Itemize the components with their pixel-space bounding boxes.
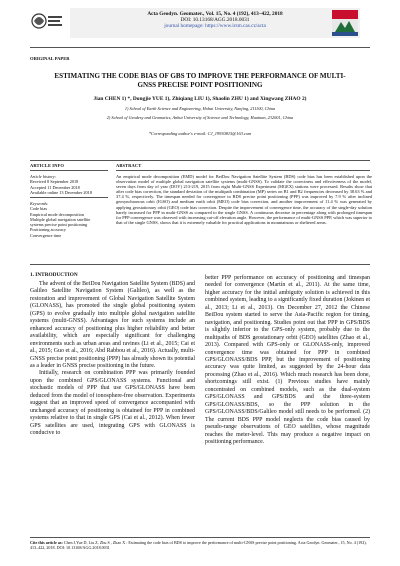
abstract-sub-rule <box>116 170 370 171</box>
journal-header <box>70 8 360 38</box>
history-received: Received 8 September 2018 <box>30 179 79 185</box>
title-line-2: GNSS PRECISE POINT POSITIONING <box>137 80 263 89</box>
journal-line: Acta Geodyn. Geomater., Vol. 15, No. 4 (192), 413–422, 2018 <box>147 11 283 17</box>
author-list: Jian CHEN 1) *, Dongjie YUE 1), Zhiqiang LIU 1), Shaolin ZHU 1) and Xingwang ZHAO 2) <box>93 96 307 102</box>
keyword-item: Multiple global navigation satellite <box>30 216 91 222</box>
keywords-rule <box>30 197 108 198</box>
keywords-block <box>30 201 114 238</box>
abstract-heading: ABSTRACT <box>116 163 142 168</box>
paper-title <box>40 72 360 89</box>
keyword-item: Code bias <box>30 206 48 212</box>
citation-label: Cite this article as: <box>30 540 63 545</box>
affiliation-2: 2) School of Geodesy and Geomatics, Anhui University of Science and Technology, Huainan, 232001, China <box>106 115 294 120</box>
citation-text: Chen J,Yue D, Liu Z, Zhu S , Zhao X : Estimating the code bias of BDS to improve the performance of multi-GNSS precise point positioning. Acta Geodyn. Geomater., 15, No. 4 (192), 413–422, 2018. DOI: 10.13168/AGG.2018.0031 <box>30 540 367 550</box>
history-accepted: Accepted 11 December 2018 <box>30 184 80 190</box>
abstract-bottom-rule <box>30 264 370 265</box>
journal-logo-icon <box>332 10 358 36</box>
keyword-item: systems precise point positioning <box>30 222 88 228</box>
institute-logo-icon <box>30 8 64 34</box>
keywords-label: Keywords: <box>30 201 49 206</box>
title-line-1: ESTIMATING THE CODE BIAS OF GBS TO IMPROVE THE PERFORMANCE OF MULTI- <box>54 72 346 80</box>
corresponding-author: *Corresponding author's e-mail: CJ_19930815@163.com <box>148 131 252 136</box>
paragraph: The advent of the BeiDou Navigation Satellite System (BDS) and Galileo Satellite Navigation System (Galileo), as well as the restoration and improvement of Global Navigation Satellite System (GLONASS), has promoted the single global positioning system (GPS) to evolve gradually into multiple global navigation satellite systems (multi-GNSS). Advantages for such systems include an enhanced accuracy of positioning plus higher reliability and better availability, which are especially significant for challenging environments such as urban areas and ravines (Li et al., 2015; Cai et al., 2015; Guo et al., 2016; Abd Rabbou et al., 2016). Actually, multi-GNSS precise point positioning (PPP) has already shown its potential as a leader in GNSS precise positioning in the future. <box>30 281 195 369</box>
introduction-heading: 1. INTRODUCTION <box>30 272 78 278</box>
keyword-item: Empirical mode decomposition <box>30 211 84 217</box>
section-label: ORIGINAL PAPER <box>30 56 70 61</box>
citation-block <box>30 540 370 550</box>
abstract-text: An empirical mode decomposition (EMD) model for BeiDou Navigation Satellite System (BDS) code bias has been established upon the observation model of multiple global navigation satellite systems (multi-GNSS). To validate the correctness and effectiveness of the model, seven days from day of year (DOY) 213-219, 2015 from eight Multi-GNSS Experiment (MGEX) stations were processed. Results show that after code bias correction, the standard deviation of the multipath combination (MP) series on B1 and B2 frequencies decreased by 38.63 % and 37.4 %, respectively. The timespan needed for convergence in BDS precise point positioning (PPP) was improved by 7.9 % after inclined geosynchronous orbit (IGSO) and medium earth orbit (MEO) code bias correction, and another improvement of 11.4 % was generated by applying geostationary orbit (GEO) code bias correction. Despite the improvement of convergence time, the accuracy of the single-day solution barely increased for PPP in multi-GNSS as compared to the single GNSS. A continuous decrease in percentage along with prolonged timespan for PPP convergence was observed with increasing cut-off elevation angle. However, the performance of multi-GNSS PPP, which was superior to that of the single GNSS, shows that it is extremely valuable for practical applications in mountainous or sheltered areas. <box>116 174 372 225</box>
keyword-item: Convergence time <box>30 232 62 238</box>
paragraph: Initially, research on combination PPP was primarily founded upon the combined GPS/GLONASS systems. Functional and stochastic models of PPP that use GPS/GLONASS have been deduced from the model of ionosphere-free observation. Experiments suggest that an improved speed of convergence accompanied with unchanged accuracy of positioning is obtained for PPP in combined systems relative to that in single GPS (Cai et al., 2012). When fewer GPS satellites are used, integrating GPS with GLONASS is conducive to <box>30 370 195 437</box>
keyword-item: Positioning accuracy <box>30 227 66 233</box>
article-info-heading: ARTICLE INFO <box>30 163 64 168</box>
history-label: Article history: <box>30 174 57 179</box>
journal-homepage-link[interactable]: journal homepage: https://www.irsm.cas.cz/acta <box>164 23 266 30</box>
info-top-rule <box>30 160 370 161</box>
info-sub-rule <box>30 170 108 171</box>
paragraph: better PPP performance on accuracy of positioning and timespan needed for convergence (Martín et al., 2011). At the same time, higher accuracy for the initial ambiguity solution is achieved in this combined system, leading to a significantly fixed duration (Jokinen et al., 2013; Li et al., 2013). On December 27, 2012 the Chinese BeiDou system started to serve the Asia-Pacific region for timing, navigation, and positioning. Studies point out that PPP in GPS/BDS is slightly inferior to the GPS-only system, probably due to the multipaths of BDS geostationary orbit (GEO) satellites (Zhao et al., 2013). Compared with GPS-only or GLONASS-only, improved convergence time was obtained for PPP in combined GPS/GLONASS/BDS PPP, but the improvement of positioning accuracy was quite limited, as suggested by the 24-hour data processing (Zhao et al., 2016). Which much research has been done, shortcomings still exist. (1) Previous studies have mainly concentrated on combined models, such as the dual-system GPS/GLONASS and GPS/BDS and the three-system GPS/GLONASS/BDS, so the PPP solution in the GPS/GLONASS/BDS/Galileo model still needs to be performed. (2) The current BDS PPP model neglects the code bias caused by pseudo-range observations of GEO satellites, whose magnitude reaches the meter-level. This may produce a negative impact on positioning performance. <box>205 275 370 445</box>
article-history <box>30 174 112 195</box>
header-divider <box>30 47 370 48</box>
history-online: Available online 13 December 2018 <box>30 189 92 195</box>
affiliation-1: 1) School of Earth Science and Engineering, Hohai University, Nanjing, 211100, China <box>124 106 276 111</box>
right-column <box>205 275 370 446</box>
left-column <box>30 281 195 438</box>
footer-rule <box>30 537 370 538</box>
doi-line: DOI: 10.13168/AGG.2018.0031 <box>180 17 250 24</box>
